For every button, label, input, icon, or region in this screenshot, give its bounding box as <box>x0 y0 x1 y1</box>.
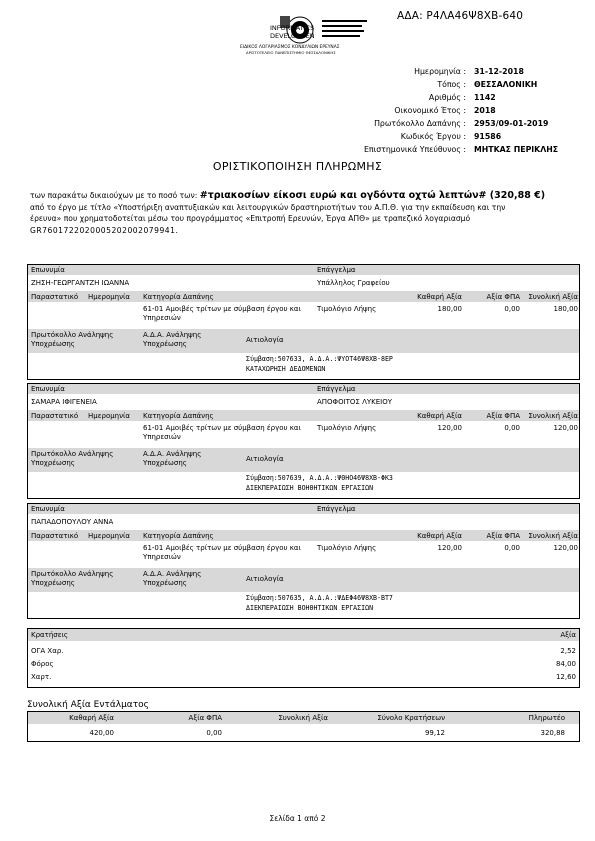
intro-iban: GR7601722020005202002079941. <box>30 225 179 235</box>
header-surname: Επωνυμία <box>31 385 65 393</box>
deduction-label: Φόρος <box>31 660 54 668</box>
svg-text:ΕΙΔΙΚΟΣ ΛΟΓΑΡΙΑΣΜΟΣ ΚΟΝΔΥΛΙΩΝ: ΕΙΔΙΚΟΣ ΛΟΓΑΡΙΑΣΜΟΣ ΚΟΝΔΥΛΙΩΝ ΕΡΕΥΝΑΣ <box>240 45 340 50</box>
header-date: Ημερομηνία <box>88 532 131 540</box>
meta-label-project-code: Κωδικός Έργου : <box>400 132 466 141</box>
header-profession: Επάγγελμα <box>317 505 356 513</box>
logo-graphic <box>240 10 390 56</box>
voucher-type: Τιμολόγιο Λήψης <box>317 305 377 313</box>
expense-category: 61-01 Αμοιβές τρίτων με σύμβαση έργου και Υπηρεσιών <box>143 544 301 561</box>
deductions-table <box>27 628 580 688</box>
logo <box>240 10 390 56</box>
meta-value-protocol: 2953/09-01-2019 <box>474 119 549 128</box>
total-value: 120,00 <box>553 544 578 552</box>
meta-label-date: Ημερομηνία : <box>414 67 466 76</box>
summary-header-net: Καθαρή Αξία <box>69 714 114 722</box>
voucher-type: Τιμολόγιο Λήψης <box>317 424 377 432</box>
summary-net-value: 420,00 <box>89 729 114 737</box>
intro-prefix: των παρακάτω δικαιούχων με το ποσό των: <box>30 191 198 200</box>
header-category: Κατηγορία Δαπάνης <box>143 532 214 540</box>
header-profession: Επάγγελμα <box>317 385 356 393</box>
meta-label-place: Τόπος : <box>437 80 466 89</box>
header-vat: Αξία ΦΠΑ <box>486 532 520 540</box>
justification-text: ΔΙΕΚΠΕΡΑΙΩΣΗ ΒΟΗΘΗΤΙΚΩΝ ΕΡΓΑΣΙΩΝ <box>246 484 374 492</box>
beneficiary-block <box>27 383 580 499</box>
svg-text:DEVELOPMEN: DEVELOPMEN <box>270 32 315 40</box>
header-net: Καθαρή Αξία <box>417 412 462 420</box>
header-net: Καθαρή Αξία <box>417 293 462 301</box>
meta-value-place: ΘΕΣΣΑΛΟΝΙΚΗ <box>474 80 538 89</box>
meta-label-supervisor: Επιστημονικά Υπεύθυνος : <box>363 145 466 154</box>
summary-header-total: Συνολική Αξία <box>278 714 328 722</box>
header-protocol: Πρωτόκολλο Ανάληψης Υποχρέωσης <box>31 331 114 348</box>
intro-line-3: έρευνα» που χρηματοδοτείται μέσω του προγράμματος «Επιτροπή Ερευνών, Έργα ΑΠΘ» με τραπεζικό λογαριασμό <box>30 214 471 224</box>
header-total: Συνολική Αξία <box>528 293 578 301</box>
header-voucher: Παραστατικό <box>31 293 79 301</box>
vat-value: 0,00 <box>504 305 520 313</box>
header-voucher: Παραστατικό <box>31 532 79 540</box>
justification-text: ΔΙΕΚΠΕΡΑΙΩΣΗ ΒΟΗΘΗΤΙΚΩΝ ΕΡΓΑΣΙΩΝ <box>246 604 374 612</box>
header-date: Ημερομηνία <box>88 293 131 301</box>
summary-header-deductions: Σύνολο Κρατήσεων <box>377 714 445 722</box>
svg-text:ΑΡΙΣΤΟΤΕΛΕΙΟ ΠΑΝΕΠΙΣΤΗΜΙΟ ΘΕΣΣ: ΑΡΙΣΤΟΤΕΛΕΙΟ ΠΑΝΕΠΙΣΤΗΜΙΟ ΘΕΣΣΑΛΟΝΙΚΗΣ <box>246 50 336 55</box>
header-vat: Αξία ΦΠΑ <box>486 412 520 420</box>
deductions-value-header: Αξία <box>560 631 576 639</box>
summary-deductions-value: 99,12 <box>424 729 445 737</box>
meta-value-supervisor: ΜΗΤΚΑΣ ΠΕΡΙΚΛΗΣ <box>474 145 559 154</box>
deductions-header: Κρατήσεις <box>31 631 68 639</box>
header-surname: Επωνυμία <box>31 505 65 513</box>
header-vat: Αξία ΦΠΑ <box>486 293 520 301</box>
header-total: Συνολική Αξία <box>528 412 578 420</box>
contract-info: Σύμβαση:507635, Α.Δ.Α.:ΨΔΕΦ46Ψ8ΧΒ-ΒΤ7 <box>246 594 393 602</box>
meta-value-number: 1142 <box>474 93 496 102</box>
vat-value: 0,00 <box>504 544 520 552</box>
svg-text:INFORMATICS: INFORMATICS <box>270 24 315 32</box>
header-justification: Αιτιολογία <box>246 455 284 463</box>
summary-table <box>27 711 580 742</box>
intro-text <box>30 190 578 236</box>
header-justification: Αιτιολογία <box>246 575 284 583</box>
beneficiary-block <box>27 503 580 619</box>
beneficiary-profession: ΑΠΟΦΟΙΤΟΣ ΛΥΚΕΙΟΥ <box>317 398 393 406</box>
ada-number: ΑΔΑ: Ρ4ΛΑ46Ψ8ΧΒ-640 <box>397 10 524 22</box>
summary-vat-value: 0,00 <box>206 729 222 737</box>
deduction-value: 84,00 <box>555 660 576 668</box>
beneficiary-name: ΠΑΠΑΔΟΠΟΥΛΟΥ ΑΝΝΑ <box>31 518 114 526</box>
expense-category: 61-01 Αμοιβές τρίτων με σύμβαση έργου και Υπηρεσιών <box>143 305 301 322</box>
header-net: Καθαρή Αξία <box>417 532 462 540</box>
meta-label-protocol: Πρωτόκολλο Δαπάνης : <box>374 119 466 128</box>
beneficiary-profession: Υπάλληλος Γραφείου <box>317 279 390 287</box>
header-protocol: Πρωτόκολλο Ανάληψης Υποχρέωσης <box>31 570 114 587</box>
beneficiary-name: ΖΗΣΗ-ΓΕΩΡΓΑΝΤΖΗ ΙΩΑΝΝΑ <box>31 279 130 287</box>
summary-header-payable: Πληρωτέο <box>528 714 565 722</box>
deduction-value: 12,60 <box>555 673 576 681</box>
header-category: Κατηγορία Δαπάνης <box>143 293 214 301</box>
header-ada-obligation: Α.Δ.Α. Ανάληψης Υποχρέωσης <box>143 570 202 587</box>
meta-label-year: Οικονομικό Έτος : <box>394 106 466 115</box>
header-protocol: Πρωτόκολλο Ανάληψης Υποχρέωσης <box>31 450 114 467</box>
justification-text: ΚΑΤΑΧΩΡΗΣΗ ΔΕΔΟΜΕΝΩΝ <box>246 365 326 373</box>
header-date: Ημερομηνία <box>88 412 131 420</box>
net-value: 120,00 <box>437 544 462 552</box>
summary-title: Συνολική Αξία Εντάλματος <box>27 700 149 710</box>
beneficiary-name: ΣΑΜΑΡΑ ΙΦΙΓΕΝΕΙΑ <box>31 398 97 406</box>
expense-category: 61-01 Αμοιβές τρίτων με σύμβαση έργου και Υπηρεσιών <box>143 424 301 441</box>
header-voucher: Παραστατικό <box>31 412 79 420</box>
beneficiary-block <box>27 264 580 380</box>
total-value: 180,00 <box>553 305 578 313</box>
page-number: Σελίδα 1 από 2 <box>269 814 326 823</box>
header-justification: Αιτιολογία <box>246 336 284 344</box>
voucher-type: Τιμολόγιο Λήψης <box>317 544 377 552</box>
header-ada-obligation: Α.Δ.Α. Ανάληψης Υποχρέωσης <box>143 450 202 467</box>
intro-line-2: από το έργο με τίτλο «Υποστήριξη αναπτυξιακών και λειτουργικών δραστηριοτήτων του Α.Π.Θ. για την εκπαίδευση και την <box>30 202 506 212</box>
net-value: 120,00 <box>437 424 462 432</box>
net-value: 180,00 <box>437 305 462 313</box>
header-surname: Επωνυμία <box>31 266 65 274</box>
header-total: Συνολική Αξία <box>528 532 578 540</box>
header-profession: Επάγγελμα <box>317 266 356 274</box>
contract-info: Σύμβαση:507633, Α.Δ.Α.:ΨΥΟΤ46Ψ8ΧΒ-8ΕΡ <box>246 355 393 363</box>
deduction-value: 2,52 <box>560 647 576 655</box>
meta-label-number: Αριθμός : <box>428 93 466 102</box>
meta-value-date: 31-12-2018 <box>474 67 524 76</box>
meta-value-year: 2018 <box>474 106 496 115</box>
contract-info: Σύμβαση:507639, Α.Δ.Α.:ΨΘΗΟ46Ψ8ΧΒ-ΦΚ3 <box>246 474 393 482</box>
header-ada-obligation: Α.Δ.Α. Ανάληψης Υποχρέωσης <box>143 331 202 348</box>
intro-amount: #τριακοσίων είκοσι ευρώ και ογδόντα οχτώ λεπτών# (320,88 €) <box>199 190 546 201</box>
meta-value-project-code: 91586 <box>474 132 502 141</box>
summary-header-vat: Αξία ΦΠΑ <box>188 714 222 722</box>
deduction-label: ΟΓΑ Χαρ. <box>31 647 64 655</box>
header-category: Κατηγορία Δαπάνης <box>143 412 214 420</box>
deduction-label: Χαρτ. <box>31 673 52 681</box>
total-value: 120,00 <box>553 424 578 432</box>
page-title: ΟΡΙΣΤΙΚΟΠΟΙΗΣΗ ΠΛΗΡΩΜΗΣ <box>212 160 383 173</box>
summary-payable-value: 320,88 <box>540 729 565 737</box>
vat-value: 0,00 <box>504 424 520 432</box>
